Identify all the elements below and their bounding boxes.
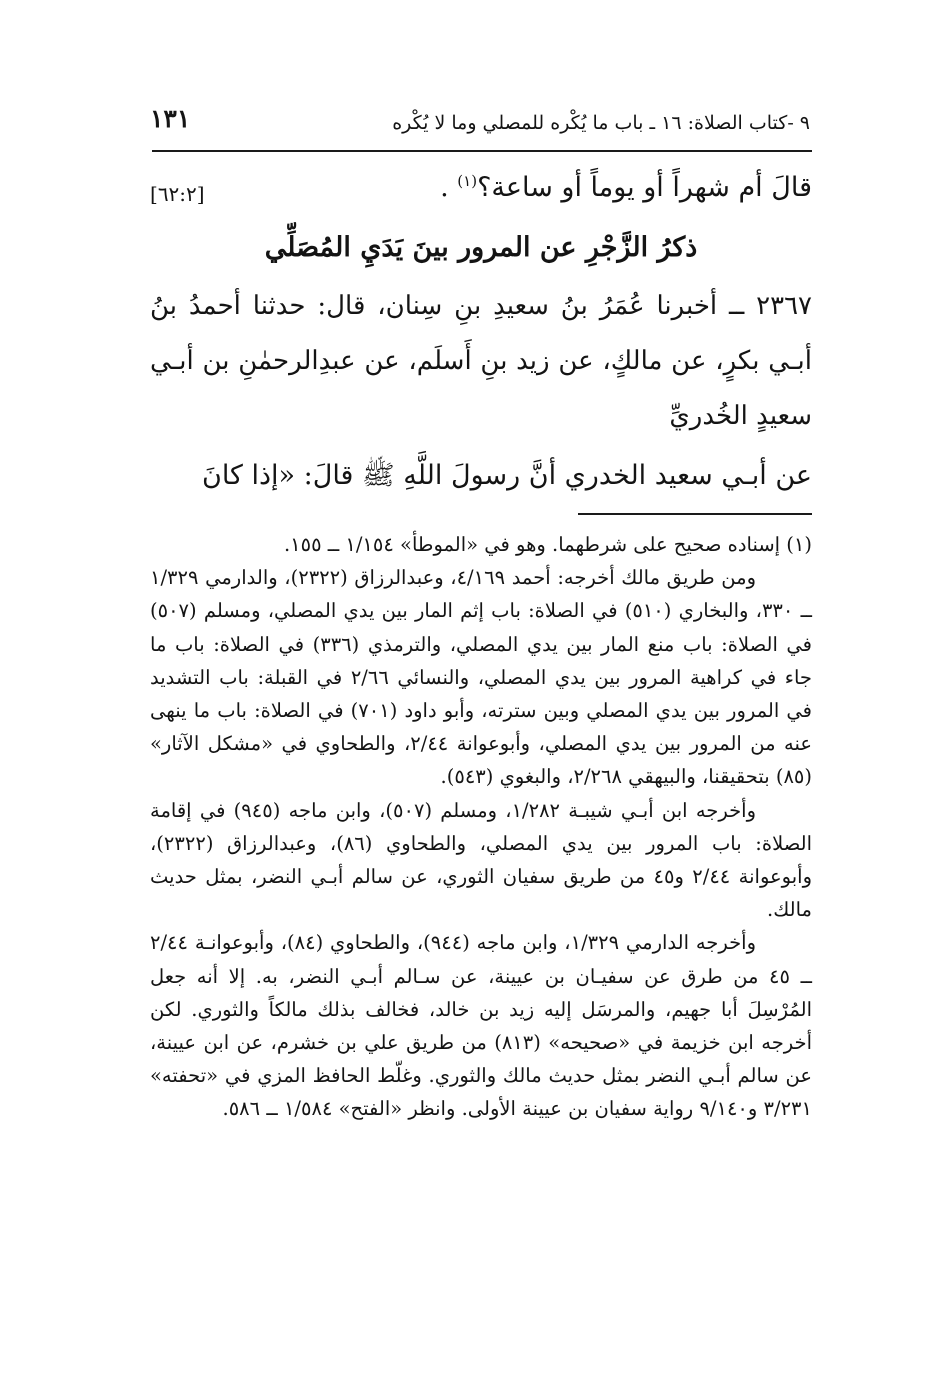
section-heading: ذكرُ الزَّجْرِ عن المرور بينَ يَدَيِ المُصَلِّي (264, 232, 698, 263)
footnote-1-text: إسناده صحيح على شرطهما. وهو في «الموطأ» ١/١٥٤ ــ ١٥٥. (283, 533, 781, 556)
footnote-rule (578, 513, 812, 515)
page-number: ١٣١ (150, 104, 191, 133)
running-head: ٩ -كتاب الصلاة: ١٦ ـ باب ما يُكْره للمصلي وما لا يُكْره (392, 112, 810, 134)
footnote-marker: (١) (457, 172, 478, 190)
footnote-paragraph-2: ومن طريق مالك أخرجه: أحمد ٤/١٦٩، وعبدالرزاق (٢٣٢٢)، والدارمي ١/٣٢٩ ــ ٣٣٠، والبخاري (٥١٠) في الصلاة: باب إثم المار بين يدي المصلي، ومسلم (٥٠٧) في الصلاة: باب منع المار بين يدي المصلي، والترمذي (٣٣٦) في الصلاة: باب ما جاء في كراهية المرور بين يدي المصلي، والنسائي ٢/٦٦ في القبلة: باب التشديد في المرور بين يدي المصلي وبين سترته، وأبو داود (٧٠١) في الصلاة: باب ما ينهى عنه من المرور بين يدي المصلي، وأبوعوانة ٢/٤٤، والطحاوي في «مشكل الآثار» (٨٥) بتحقيقنا، والبيهقي ٢/٢٦٨، والبغوي (٥٤٣). (150, 566, 812, 789)
footnote-number: (١) (786, 533, 812, 556)
opening-line-text: قالَ أم شهراً أو يوماً أو ساعة؟$^{(١)}$ . (440, 172, 812, 203)
footnote-paragraph-4: وأخرجه الدارمي ١/٣٢٩، وابن ماجه (٩٤٤)، والطحاوي (٨٤)، وأبوعوانـة ٢/٤٤ ــ ٤٥ من طرق عن سفيـان بن عيينة، عن سـالم أبـي النضر، به. إلا أنه جعل المُرْسِلَ أبا جهيم، والمرسَل إليه زيد بن خالد، فخالف بذلك مالكاً والثوري. لكن أخرجه ابن خزيمة في «صحيحه» (٨١٣) من طريق علي بن خشرم، عن ابن عيينة، عن سالم أبـي النضر بمثل حديث مالك والثوري. وغلّط الحافظ المزي في «تحفته» ٣/٢٣١ و٩/١٤٠ رواية سفيان بن عيينة الأولى. وانظر «الفتح» ١/٥٨٤ ــ ٥٨٦. (150, 931, 812, 1121)
volume-reference: [٦٢:٢] (150, 182, 205, 206)
footnotes (150, 528, 812, 1126)
opening-line-words: قالَ أم شهراً أو يوماً أو ساعة؟ (477, 172, 812, 203)
header-rule (152, 150, 812, 152)
footnote-paragraph-3: وأخرجه ابن أبـي شيبـة ١/٢٨٢، ومسلم (٥٠٧)، وابن ماجه (٩٤٥) في إقامة الصلاة: باب المرور بين يدي المصلي، والطحاوي (٨٦)، وعبدالرزاق (٢٣٢٢)، وأبوعوانة ٢/٤٤ و٤٥ من طريق سفيان الثوري، عن سالم أبـي النضر، بمثل حديث مالك. (150, 798, 812, 922)
main-text (150, 168, 812, 498)
narrator-line: عن أبـي سعيد الخدري أنَّ رسولَ اللَّهِ ﷺ قالَ: «إذا كانَ (201, 460, 812, 491)
page-header (150, 104, 810, 144)
opening-line (150, 168, 812, 224)
footnote-1-intro (150, 528, 812, 561)
hadith-chain: ٢٣٦٧ ــ أخبرنا عُمَرُ بنُ سعيدِ بنِ سِنان، قال: حدثنا أحمدُ بنُ أبـي بكرٍ، عن مالكٍ، عن زيد بنِ أَسلَم، عن عبدِالرحمٰنِ بن أبـي سعيدٍ الخُدريِّ (150, 291, 812, 431)
